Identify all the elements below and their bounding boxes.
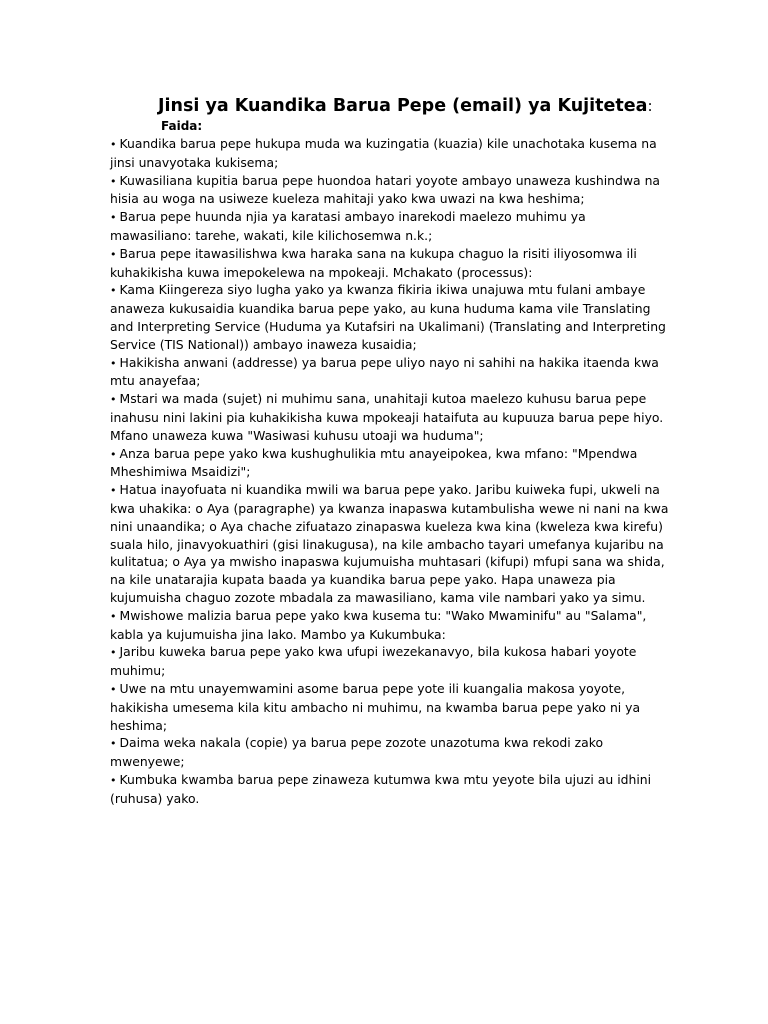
bullet-icon: •: [110, 484, 117, 498]
list-item: [110, 135, 670, 172]
list-item: [110, 245, 670, 282]
list-item-text: Kama Kiingereza siyo lugha yako ya kwanza fikiria ikiwa unajuwa mtu fulani ambaye anaweza kukusaidia kuandika barua pepe yako, au kuna huduma kama vile Translating and Interpreting Service (Huduma ya Kutafsiri na Ukalimani) (Translating and Interpreting Service (TIS National)) ambayo inaweza kusaidia;: [110, 282, 666, 352]
list-item: [110, 390, 670, 444]
list-item-text: Anza barua pepe yako kwa kushughulikia mtu anayeipokea, kwa mfano: "Mpendwa Mheshimiwa Msaidizi";: [110, 445, 638, 480]
list-item-text: Jaribu kuweka barua pepe yako kwa ufupi iwezekanavyo, bila kukosa habari yoyote muhimu;: [110, 644, 637, 679]
list-item-text: Mwishowe malizia barua pepe yako kwa kusema tu: "Wako Mwaminifu" au "Salama", kabla ya kujumuisha jina lako. Mambo ya Kukumbuka:: [110, 607, 647, 642]
list-item: [110, 354, 670, 391]
list-item-text: Kumbuka kwamba barua pepe zinaweza kutumwa kwa mtu yeyote bila ujuzi au idhini (ruhusa) yako.: [110, 771, 652, 806]
list-item-text: Kuandika barua pepe hukupa muda wa kuzingatia (kuazia) kile unachotaka kusema na jinsi unavyotaka kukisema;: [110, 136, 657, 170]
list-item: [110, 281, 670, 353]
bullet-icon: •: [110, 284, 117, 298]
bullet-icon: •: [110, 174, 117, 188]
bullet-list: [110, 135, 670, 807]
bullet-icon: •: [110, 393, 117, 407]
list-item-text: Uwe na mtu unayemwamini asome barua pepe yote ili kuangalia makosa yoyote, hakikisha umesema kila kitu ambacho ni muhimu, na kwamba barua pepe yako ni ya heshima;: [110, 680, 641, 733]
document-title: [158, 94, 670, 118]
list-item: [110, 607, 670, 644]
list-item: [110, 445, 670, 482]
document-page: [110, 94, 670, 807]
document-title-text: Jinsi ya Kuandika Barua Pepe (email) ya Kujitetea: [158, 96, 648, 116]
bullet-icon: •: [110, 646, 117, 660]
bullet-icon: •: [110, 211, 117, 225]
list-item-text: Hakikisha anwani (addresse) ya barua pepe uliyo nayo ni sahihi na hakika itaenda kwa mtu anayefaa;: [110, 354, 659, 389]
list-item-text: Barua pepe itawasilishwa kwa haraka sana na kukupa chaguo la risiti iliyosomwa ili kuhakikisha kuwa imepokelewa na mpokeaji. Mchakato (processus):: [110, 245, 637, 280]
list-item: [110, 643, 670, 680]
bullet-icon: •: [110, 447, 117, 461]
list-item-text: Daima weka nakala (copie) ya barua pepe zozote unazotuma kwa rekodi zako mwenyewe;: [110, 735, 604, 770]
list-item-text: Mstari wa mada (sujet) ni muhimu sana, unahitaji kutoa maelezo kuhusu barua pepe inahusu nini lakini pia kuhakikisha kuwa mpokeaji hataifuta au kupuuza barua pepe hiyo. Mfano unaweza kuwa "Wasiwasi kuhusu utoaji wa huduma";: [110, 391, 664, 443]
list-item-text: Kuwasiliana kupitia barua pepe huondoa hatari yoyote ambayo unaweza kushindwa na hisia au woga na usiweze kueleza mahitaji yako kwa uwazi na kwa heshima;: [110, 172, 661, 207]
list-item: [110, 680, 670, 734]
list-item-text: Barua pepe huunda njia ya karatasi ambayo inarekodi maelezo muhimu ya mawasiliano: tarehe, wakati, kile kilichosemwa n.k.;: [110, 209, 586, 243]
bullet-icon: •: [110, 773, 117, 787]
bullet-icon: •: [110, 682, 117, 696]
list-item-text: Hatua inayofuata ni kuandika mwili wa barua pepe yako. Jaribu kuiweka fupi, ukweli na kwa uhakika: o Aya (paragraphe) ya kwanza inapaswa kutambulisha wewe ni nani na kwa nini unaandika; o Aya chache zifuatazo zinapaswa kueleza kwa kina (kweleza kwa kirefu) suala hilo, jinavyokuathiri (gisi linakugusa), na kile ambacho tayari umefanya kujaribu na kulitatua; o Aya ya mwisho inapaswa kujumuisha muhtasari (kifupi) mfupi sana wa shida, na kile unatarajia kupata baada ya kuandika barua pepe yako. Hapa unaweza pia kujumuisha chaguo zozote mbadala za mawasiliano, kama vile nambari yako ya simu.: [110, 482, 669, 605]
list-item: [110, 771, 670, 808]
bullet-icon: •: [110, 609, 117, 623]
list-item: [110, 172, 670, 209]
bullet-icon: •: [110, 737, 117, 751]
list-item: [110, 734, 670, 771]
subheading-faida: Faida:: [161, 119, 203, 133]
bullet-icon: •: [110, 138, 117, 151]
list-item: [110, 481, 670, 607]
document-title-colon: :: [647, 97, 653, 115]
list-item: [110, 208, 670, 245]
bullet-icon: •: [110, 356, 117, 370]
bullet-icon: •: [110, 247, 117, 261]
